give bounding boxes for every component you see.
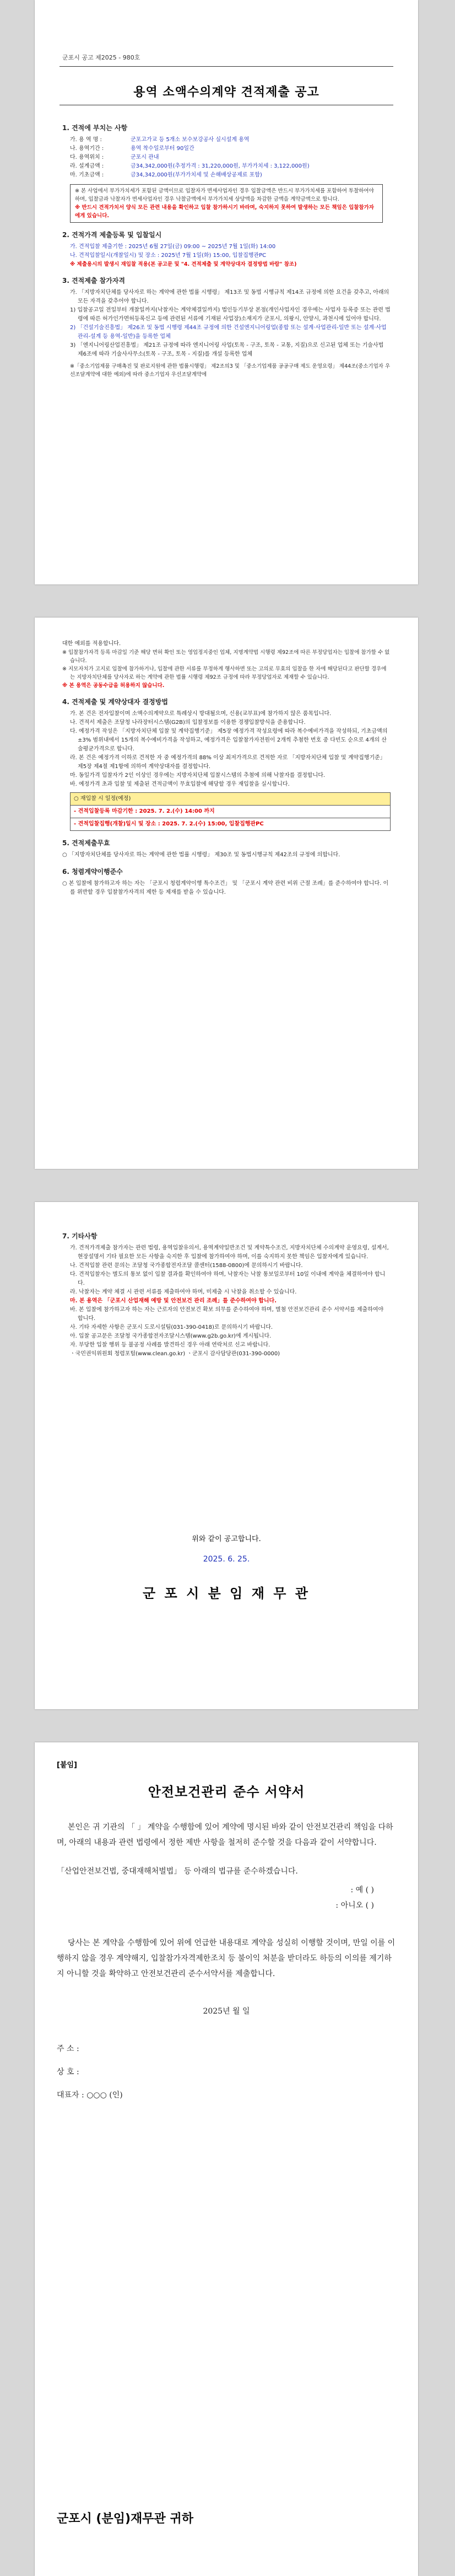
pledge-title: 안전보건관리 준수 서약서 [148, 1784, 305, 1800]
recipient: 군포시 (분임)재무관 귀하 [57, 2512, 193, 2526]
pledge-body: 본인은 귀 기관의 「 」 계약을 수행함에 있어 계약에 명시된 바와 같이 안전보건관리 책임을 다하며, 아래의 내용과 관련 법령에서 정한 제반 사항을 철저히 준수할 것을 다음과 같이 서약합니다. 「산업안전보건법, 중대재해처벌법」 등 아래의 법규를 준수하겠습니다. : 예 ( ) : 아니오 ( ) 당사는 본 계약을 수행함에 있어 위에 언급한 내용대로 계약을 성실히 이행할 것이며, 만일 이를 이행하지 않을 경우 계약해지, 입찰참가자격제한조치 등 불이익 처분을 받더라도 하등의 이의를 제기하지 아니할 것을 확약하고 안전보건관리 준수서약서를 제출합니다. 2025년 월 일 주 소 : 상 호 : 대표자 : ○○○ (인) [57, 1820, 396, 2103]
document-page-2 [35, 618, 418, 1169]
section-heading: 5. 견적제출무효 [62, 839, 110, 847]
document-page-4 [35, 1742, 418, 2576]
attachment-tag: [붙임] [57, 1761, 77, 1769]
section-1: 1. 견적에 부치는 사항 가. 용 역 명 : 군포고가교 등 5개소 보수보강공사 실시설계 용역 나. 용역기간 : 용역 착수일로부터 90일간 다. 용역위치 : 군포시 관내 라. 설계금액 : 금34,342,000원(추정가격 : 31,220,000원, 부가가치세 : 3,122,000원) 마. 기초금액 : 금34,342,000원(부가가치세 및 손해배상공제료 포함) ※ 본 사업에서 부가가치세가 포함된 금액이므로 입찰자가 면세사업자인 경우 입찰금액은 반드시 부가가치세를 포함하여 투찰하여야 하며, 입찰금과 낙찰자가 면세사업자인 경우 낙찰금액에서 부가가치세 상당액을 차감한 금액을 계약금액으로 합니다. ※ 반드시 견적가치서 양식 모든 관련 내용을 확인하고 입찰 참가하시기 바라며, 숙지하지 못하여 발생하는 모든 책임은 입찰참가자에게 있습니다. 2. 견적가격 제출등록 및 입찰일시 가. 견적입찰 제출기한 : 2025년 6월 27일(금) 09:00 ~ 2025년 7월 1일(화) 14:00 나. 견적입찰일시(개찰일시) 및 장소 : 2025년 7월 1일(화) 15:00, 입찰집행관PC ※ 제출용시의 발생시 재입찰 적용(본 공고문 및 "4. 견적제출 및 계약상대자 결정방법 바람" 참조) 3. 견적제출 참가자격 가. 「지방자치단체를 당사자로 하는 계약에 관한 법률 시행령」 제13조 및 동법 시행규칙 제14조 규정에 의한 요건을 갖추고, 아래의 모든 자격을 갖추어야 합니다. 1) 입찰공고일 전일부터 개찰일까지(낙찰자는 계약체결일까지) 법인등기부상 본점(개인사업자인 경우에는 사업자 등록증 또는 관련 법령에 따른 허가인가면허등록신고 등에 관련된 서류에 기재된 사업장)소재지가 군포시, 의왕시, 안양시, 과천시에 있어야 합니다. 2) 「건설기술진흥법」 제26조 및 동법 시행령 제44조 규정에 의한 건설엔지니어링업(종합 또는 설계·사업관리-일반 또는 설계·사업관리-설계 등 용역-일반)을 등록한 업체 3) 「엔지니어링산업진흥법」 제21조 규정에 따라 엔지니어링 사업(토목 - 구조, 토목 - 교통, 지질)으로 신고된 업체 또는 기술사법 제6조에 따라 기술사사무소(토목 - 구조, 토목 - 지질)를 개설 등록한 업체 ※「중소기업제품 구매촉진 및 판로지원에 관한 법률시행령」 제2조의3 및 「중소기업제품 공공구매 제도 운영요령」 제44조(중소기업자 우선조달계약에 대한 예외)에 따라 중소기업자 우선조달계약에 [62, 124, 391, 378]
representative-field: 대표자 : ○○○ (인) [57, 2091, 123, 2100]
notice-date: 2025. 6. 25. [203, 1555, 250, 1564]
notice-closing: 위와 같이 공고합니다. [192, 1535, 261, 1543]
address-field: 주 소 : [57, 2044, 79, 2053]
section-heading: 4. 견적제출 및 계약상대자 결정방법 [62, 698, 168, 706]
warning-note: ※ 반드시 견적가치서 양식 모든 관련 내용을 확인하고 입찰 참가하시기 바라며, 숙지하지 못하여 발생하는 모든 책임은 입찰참가자에게 있습니다. [75, 205, 374, 219]
divider [59, 66, 393, 67]
page3-content: 7. 기타사항 가. 견적가격제출 참가자는 관련 법령, 용역입찰유의서, 용역계약일반조건 및 계약특수조건, 지방자치단체 수의계약 운영요령, 설계서, 현장설명서 기타 필요한 모든 사항을 숙지한 후 입찰에 참가하여야 하며, 이를 숙지하지 못한 책임은 입찰자에게 있습니다. 나. 견적입찰 관련 문의는 조달청 국가종합전자조달 콜센터(1588-0800)에 문의하시기 바랍니다. 다. 견적입찰자는 별도의 통보 없이 입찰 결과를 확인하여야 하며, 낙찰자는 낙찰 통보일로부터 10일 이내에 계약을 체결하여야 합니다. 라. 낙찰자는 계약 체결 시 관련 서류를 제출하여야 하며, 미제출 시 낙찰을 취소할 수 있습니다. 마. 본 용역은 「군포시 산업재해 예방 및 안전보건 관리 조례」를 준수하여야 합니다. 바. 본 입찰에 참가하고자 하는 자는 근로자의 안전보건 확보 의무를 준수하여야 하며, 별첨 안전보건관리 준수 서약서를 제출하여야 합니다. 사. 기타 자세한 사항은 군포시 도로시설팀(031-390-0418)로 문의하시기 바랍니다. 아. 입찰 공고문은 조달청 국가종합전자조달시스템(www.g2b.go.kr)에 게시됩니다. 자. 부당한 입찰 행위 등 불공정 사례를 발견하신 경우 아래 연락처로 신고 바랍니다. ㆍ국민권익위원회 청렴포털(www.clean.go.kr) ㆍ군포시 감사담당관(031-390-0000) [62, 1224, 391, 1359]
document-page-3 [35, 1202, 418, 1709]
document-page-1 [35, 0, 418, 584]
section-heading: 6. 청렴계약이행준수 [62, 868, 123, 876]
reschedule-table: ○ 재입찰 시 일정(예정) - 견적입찰등록 마감기한 : 2025. 7. 2.(수) 14:00 까지 - 견적입찰집행(개찰)일시 및 장소 : 2025. 7. 2.(수) 15:00, 입찰집행관PC [70, 792, 391, 831]
section-heading: 1. 견적에 부치는 사항 [62, 124, 128, 132]
page-title: 용역 소액수의계약 견적제출 공고 [133, 85, 319, 99]
notice-number: 군포시 공고 제2025 - 980호 [62, 54, 140, 61]
page2-content: 대한 예외를 적용합니다. ※ 입찰참가자격 등록 마감일 기준 해당 면허 확인 또는 영업정지중인 업체, 지명계약법 시행령 제92조에 따른 부정당업자는 입찰에 참가할 수 없습니다. ※ 지모자치가 고지로 입찰에 참가하거나, 입찰에 관한 서류를 부정하게 행사하면 또는 고의로 무효의 입찰을 한 자에 해당된다고 판단할 경우에는 지방자치단체를 당사자로 하는 계약에 관한 법률 시행령 제92조 규정에 따라 부정당업자로 제재할 수 있습니다. ※ 본 용역은 공동수급을 허용하지 않습니다. 4. 견적제출 및 계약상대자 결정방법 가. 본 건은 전자입찰이며 소액수의계약으로 특례상시 방대될으며, 신용(교부표)에 참가하지 않은 품목입니다. 나. 견적서 제출은 조달청 나라장터시스템(G2B)의 입찰정보를 이용한 경쟁입찰방식을 준용합니다. 다. 예정가격 작성은 「지방자치단체 입찰 및 계약집행기준」 제5장 예정가격 작성요령에 따라 복수예비가격을 작성하되, 기초금액의 ±3% 범위내에서 15개의 복수예비가격을 작성하고, 예정가격은 입찰참가자전원이 2개씩 추첨한 번호 중 다빈도 순으로 4개의 산술평균가격으로 합니다. 라. 본 건은 예정가격 이하로 견적한 자 중 예정가격의 88% 이상 최저가격으로 견적한 자로 「지방자치단체 입찰 및 계약집행기준」 제5장 제4절 제1항에 의하여 계약상대자를 결정합니다. 마. 동일가격 입찰자가 2인 이상인 경우에는 지방자치단체 입찰시스템의 추첨에 의해 낙찰자를 결정합니다. 바. 예정가격 초과 입찰 및 제출된 견적금액이 무효입찰에 해당할 경우 재입찰을 실시합니다. ○ 재입찰 시 일정(예정) - 견적입찰등록 마감기한 : 2025. 7. 2.(수) 14:00 까지 - 견적입찰집행(개찰)일시 및 장소 : 2025. 7. 2.(수) 15:00, 입찰집행관PC 5. 견적제출무효 ○ 「지방자치단체를 당사자로 하는 계약에 관한 법률 시행령」 제30조 및 동법시행규칙 제42조의 규정에 의합니다. 6. 청렴계약이행준수 ○ 본 입찰에 참가하고자 하는 자는 「군포시 청렴계약이행 특수조건」 및 「군포시 계약 관련 비위 근절 조례」를 준수하여야 합니다. 이를 위반할 경우 입찰참가자격의 제한 등 제재를 받을 수 있습니다. [62, 641, 390, 895]
section-heading: 2. 견적가격 제출등록 및 입찰일시 [62, 231, 162, 239]
note: ※ 본 사업에서 부가가치세가 포함된 금액이므로 입찰자가 면세사업자인 경우 입찰금액은 반드시 부가가치세를 포함하여 투찰하여야 하며, 입찰금과 낙찰자가 면세사업자인 경우 낙찰금액에서 부가가치세 상당액을 차감한 금액을 계약금액으로 합니다. [75, 188, 374, 202]
section-heading: 3. 견적제출 참가자격 [62, 277, 126, 285]
issuing-authority: 군 포 시 분 임 재 무 관 [143, 1586, 310, 1601]
company-field: 상 호 : [57, 2068, 79, 2076]
section-heading: 7. 기타사항 [62, 1232, 98, 1240]
